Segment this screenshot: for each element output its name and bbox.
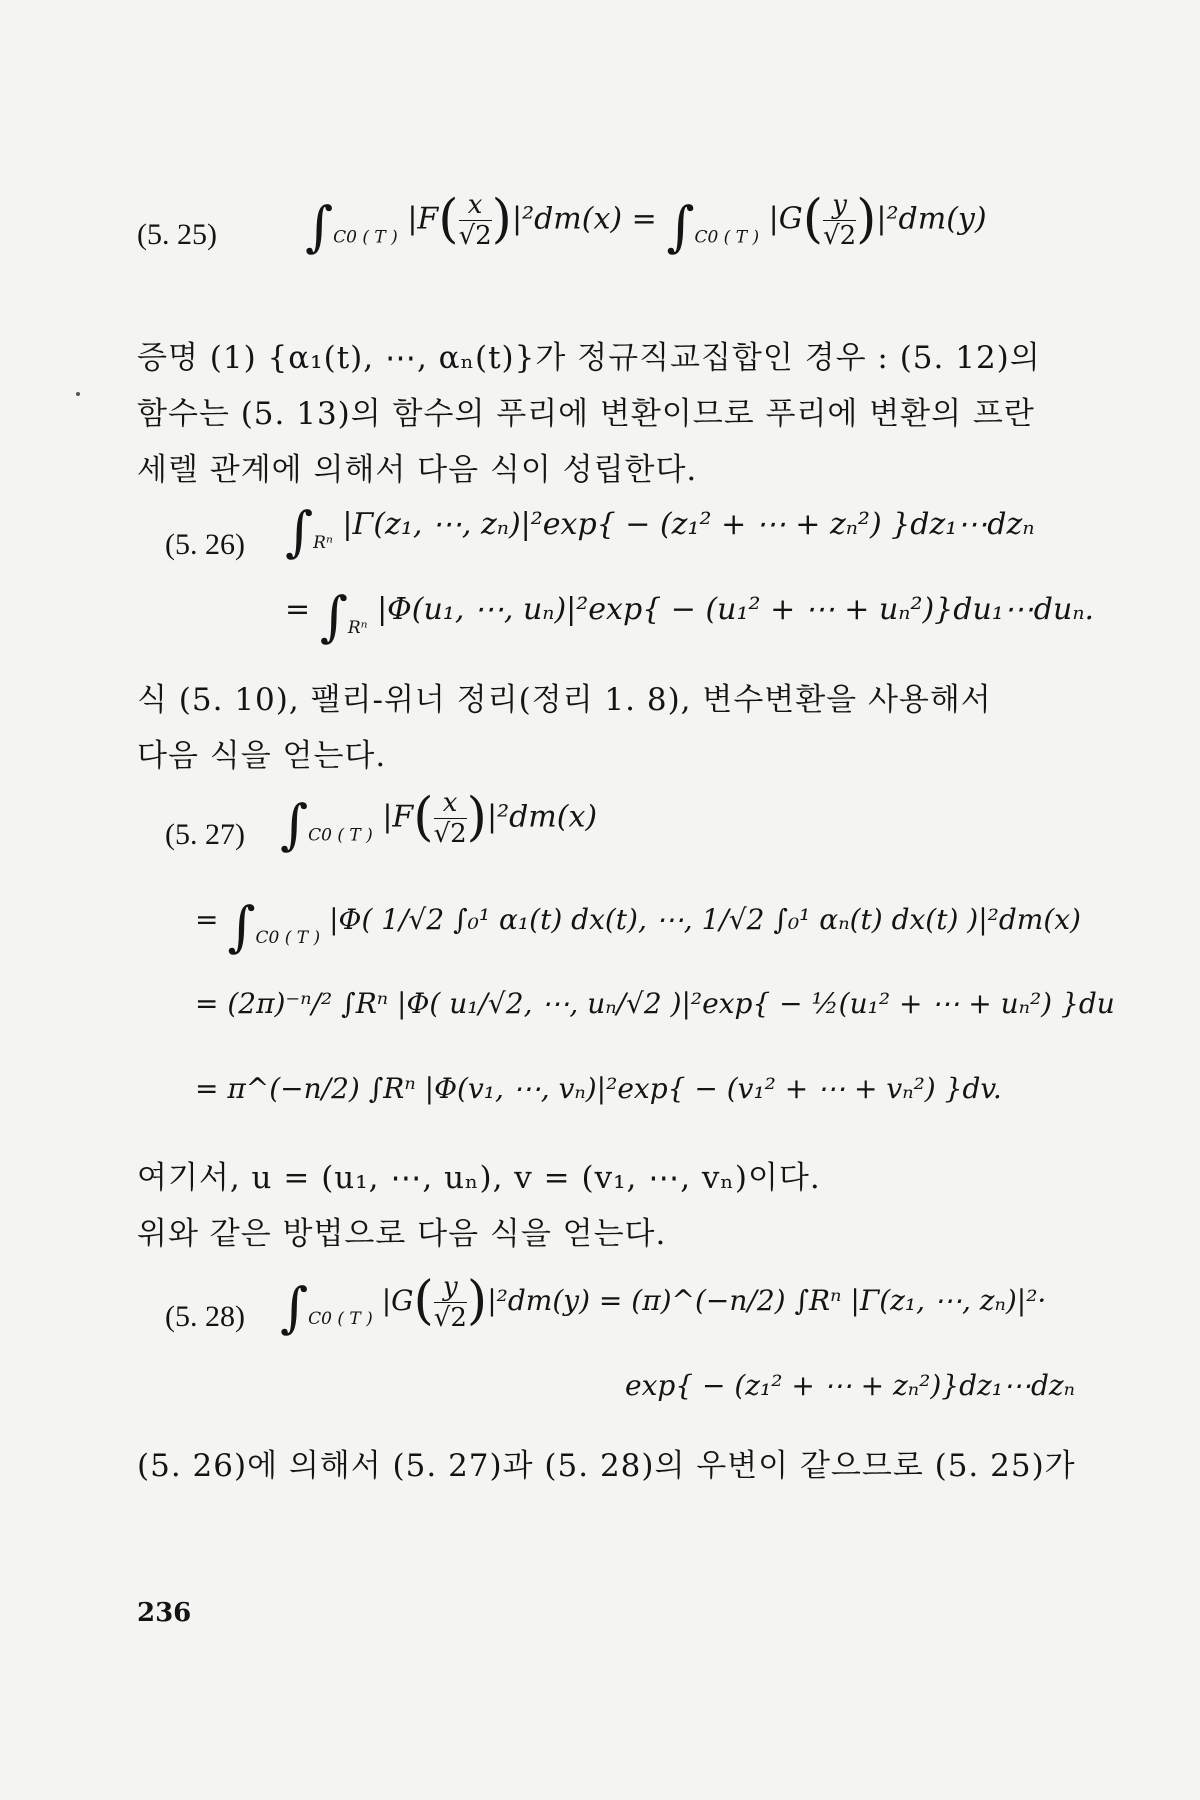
eq-5-26-line-2-prefix: = (285, 592, 311, 627)
integral-sign: ∫ (666, 194, 695, 258)
eq-5-25-frac-den: √2 (458, 221, 492, 251)
paragraph-4-line-1: (5. 26)에 의해서 (5. 27)과 (5. 28)의 우변이 같으므로 (5. 25)가 (137, 1448, 1076, 1484)
eq-5-26-line-2-body: |Φ(u₁, ⋯, uₙ)|²exp{ − (u₁² + ⋯ + uₙ²)}du₁⋯duₙ. (377, 592, 1095, 627)
eq-5-27-line-3-body: = (2π)⁻ⁿ/² ∫Rⁿ |Φ( u₁/√2, ⋯, uₙ/√2 )|²exp{ − ½(u₁² + ⋯ + uₙ²) }du (195, 987, 1115, 1020)
integral-sign: ∫ (280, 792, 309, 856)
eq-5-28-line-1-sub: C0 ( T ) (308, 1309, 373, 1329)
eq-5-28-line-1: $\int_{C0 ( T )}$ |G( $\frac{y}{√2}$ )|²dm(y) = (π)^(−n/2) ∫Rⁿ |Γ(z₁, ⋯, zₙ)|²· (280, 1271, 1047, 1339)
eq-5-26-line-2-sub: Rⁿ (347, 618, 368, 638)
eq-5-27-line-2-body: |Φ( 1/√2 ∫₀¹ α₁(t) dx(t), ⋯, 1/√2 ∫₀¹ αₙ(t) dx(t) )|²dm(x) (329, 903, 1081, 936)
eq-5-25-number: (5. 25) (137, 218, 217, 251)
integral-sign: ∫ (285, 500, 314, 563)
eq-5-28-line-1-tail: |²dm(y) = (π)^(−n/2) ∫Rⁿ |Γ(z₁, ⋯, zₙ)|²· (487, 1284, 1047, 1317)
eq-5-27-line-2 (195, 895, 1081, 958)
eq-5-27-line-4 (195, 1072, 1002, 1105)
eq-5-27-line-4-body: = π^(−n/2) ∫Rⁿ |Φ(v₁, ⋯, vₙ)|²exp{ − (v₁² + ⋯ + vₙ²) }dv. (195, 1072, 1002, 1105)
integral-sign: ∫ (227, 895, 256, 958)
eq-5-25-lhs-sub: C0 ( T ) (333, 227, 398, 248)
paragraph-3-line-2: 위와 같은 방법으로 다음 식을 얻는다. (137, 1216, 667, 1252)
eq-5-25-lhs-tail: |²dm(x) = (511, 201, 657, 237)
eq-5-25-rhs-sub: C0 ( T ) (694, 227, 760, 248)
eq-5-28-line-2 (625, 1369, 1075, 1402)
eq-5-25-rhs-body: |G (768, 201, 803, 237)
eq-5-28-frac-num: y (434, 1272, 467, 1303)
paragraph-3-line-1: 여기서, u = (u₁, ⋯, uₙ), v = (v₁, ⋯, vₙ)이다. (137, 1160, 821, 1196)
eq-5-26-line-1-sub: Rⁿ (313, 533, 333, 553)
margin-speck (76, 392, 80, 396)
eq-5-27-line-1-tail: |²dm(x) (486, 799, 598, 835)
eq-5-25-frac2-den: √2 (823, 221, 857, 251)
eq-5-26-number: (5. 26) (165, 528, 245, 561)
paragraph-proof-line-1: 증명 (1) {α₁(t), ⋯, αₙ(t)}가 정규직교집합인 경우 : (5. 12)의 (137, 340, 1041, 376)
integral-sign: ∫ (280, 1276, 309, 1339)
eq-5-28-frac-den: √2 (433, 1303, 467, 1333)
eq-5-27-line-1-body: |F (382, 799, 414, 835)
eq-5-26-line-1 (285, 500, 1035, 563)
eq-5-27-line-1: $\int_{C0 ( T )}$ |F( $\frac{x}{√2}$ )|²dm(x) (280, 787, 598, 856)
eq-5-27-line-2-sub: C0 ( T ) (255, 928, 321, 948)
eq-5-28-number: (5. 28) (165, 1300, 245, 1333)
paragraph-proof-line-3: 세렐 관계에 의해서 다음 식이 성립한다. (137, 452, 698, 488)
eq-5-27-number: (5. 27) (165, 818, 245, 851)
integral-sign: ∫ (305, 194, 334, 258)
eq-5-27-frac-num: x (434, 788, 467, 819)
eq-5-28-line-2-body: exp{ − (z₁² + ⋯ + zₙ²)}dz₁⋯dzₙ (625, 1369, 1075, 1402)
eq-5-27-frac-den: √2 (433, 819, 467, 849)
eq-5-27-line-3 (195, 987, 1115, 1020)
eq-5-27-line-2-prefix: = (195, 903, 219, 936)
eq-5-28-line-1-body: |G (381, 1284, 414, 1317)
eq-5-25-frac2-num: y (823, 190, 856, 221)
eq-5-25: $\int_{C0 ( T )}$ |F( $\frac{x}{√2}$ )$|^2dm(x) = \int_{C0 ( T )}$ |G( $\frac{y}{√2}$ )|²dm(y) (305, 189, 987, 258)
paragraph-proof-line-2: 함수는 (5. 13)의 함수의 푸리에 변환이므로 푸리에 변환의 프란 (137, 396, 1035, 432)
eq-5-26-line-2 (285, 585, 1095, 648)
eq-5-25-rhs-tail: |²dm(y) (876, 201, 987, 237)
eq-5-25-lhs-body: |F (407, 201, 439, 237)
eq-5-27-line-1-sub: C0 ( T ) (308, 825, 373, 846)
page-number: 236 (137, 1598, 192, 1628)
eq-5-25-frac-num: x (459, 190, 492, 221)
integral-sign: ∫ (319, 585, 348, 648)
eq-5-26-line-1-body: |Γ(z₁, ⋯, zₙ)|²exp{ − (z₁² + ⋯ + zₙ²) }dz₁⋯dzₙ (342, 507, 1035, 542)
paragraph-2-line-1: 식 (5. 10), 팰리-위너 정리(정리 1. 8), 변수변환을 사용해서 (137, 682, 992, 718)
paragraph-2-line-2: 다음 식을 얻는다. (137, 738, 387, 774)
